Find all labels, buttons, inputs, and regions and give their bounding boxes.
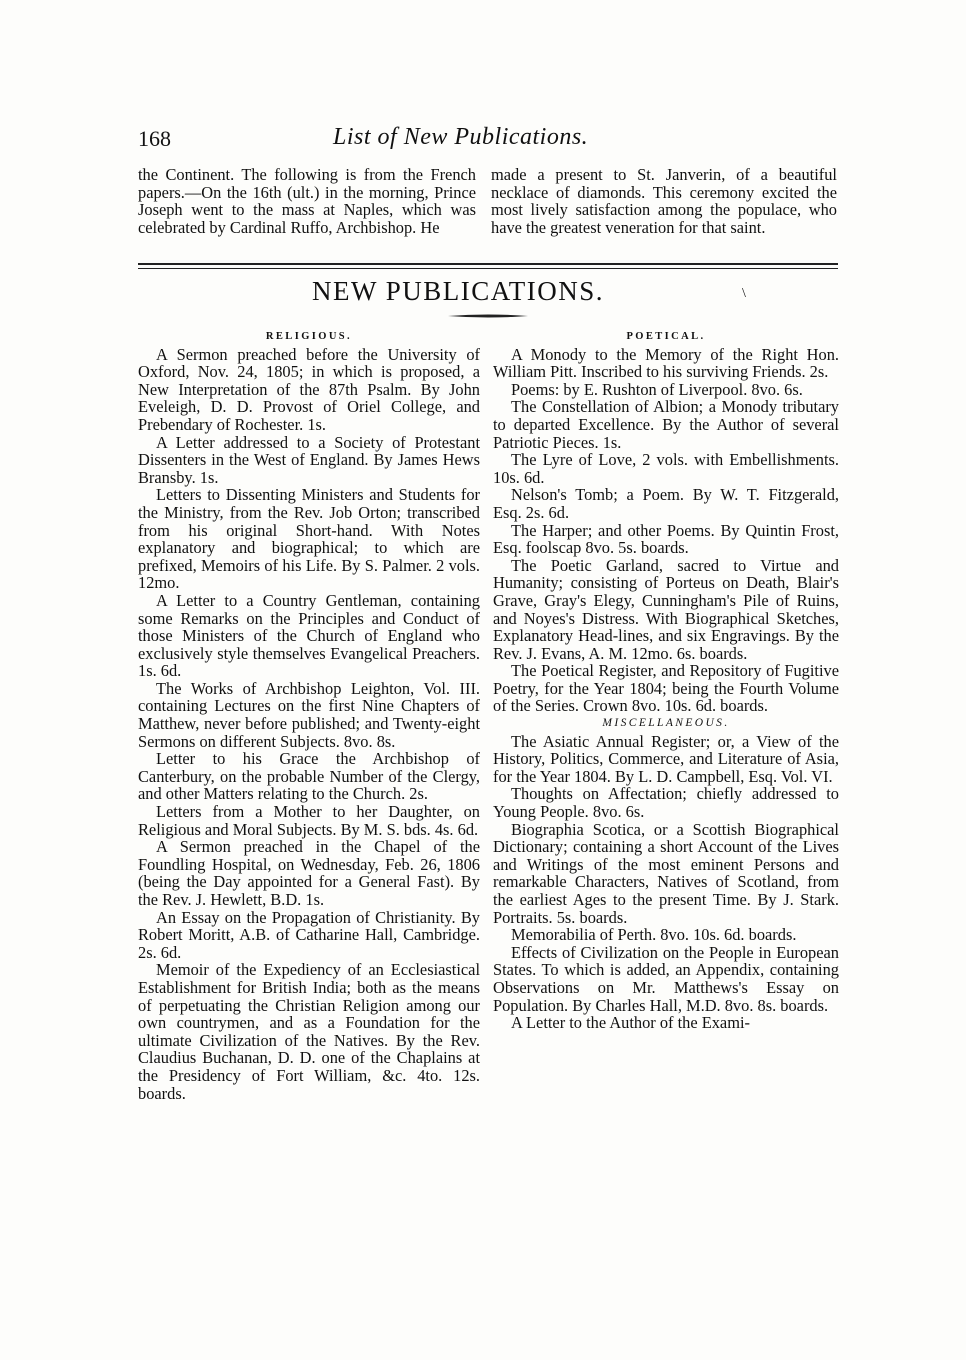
publication-entry: A Sermon preached in the Chapel of the Foundling Hospital, on Wednesday, Feb. 26, 1806 (being the Day appointed for a General Fast). By the Rev. J. Hewlett, B.D. 1s.	[138, 837, 480, 909]
publication-entry: A Monody to the Memory of the Right Hon. William Pitt. Inscribed to his surviving Friends. 2s.	[493, 344, 839, 382]
publication-entry: The Works of Archbishop Leighton, Vol. III. containing Lectures on the first Nine Chapters of Matthew, never before published; and Twenty-eight Sermons on different Subjects. 8vo. 8s.	[138, 678, 480, 751]
publication-entry: The Poetic Garland, sacred to Virtue and Humanity; consisting of Porteus on Death, Blair's Grave, Gray's Elegy, Cunningham's Pile of Ruins, and Noyes's Distress. With Biographical Sketches, Explanatory Head-lines, and six Engravings. By the Rev. J. Evans, A. M. 12mo. 6s. boards.	[493, 555, 839, 663]
publication-entry: A Letter to the Author of the Exami-	[511, 1013, 750, 1033]
publication-entry: Memorabilia of Perth. 8vo. 10s. 6d. boards.	[511, 925, 797, 945]
publication-entry: Memoir of the Expediency of an Ecclesiastical Establishment for British India; both as the means of perpetuating the Christian Religion among our own countrymen, and as a Foundation for the ultimate Civilization of the Natives. By the Rev. Claudius Buchanan, D. D. one of the Chaplains at the Presidency of Fort William, &c. 4to. 12s. boards.	[138, 960, 480, 1103]
publication-entry: The Harper; and other Poems. By Quintin Frost, Esq. foolscap 8vo. 5s. boards.	[493, 520, 839, 558]
publication-entry: An Essay on the Propagation of Christianity. By Robert Moritt, A.B. of Catharine Hall, Cambridge. 2s. 6d.	[138, 907, 480, 962]
poetical-misc-column	[493, 328, 839, 1032]
category-heading-miscellaneous: MISCELLANEOUS.	[602, 717, 730, 730]
double-rule-bottom	[138, 268, 838, 269]
continued-news-right	[491, 166, 837, 236]
publication-entry: Nelson's Tomb; a Poem. By W. T. Fitzgerald, Esq. 2s. 6d.	[493, 485, 839, 522]
publication-entry: The Asiatic Annual Register; or, a View of the History, Politics, Commerce, and Literature of Asia, for the Year 1804. By L. D. Campbell, Esq. Vol. VI.	[493, 731, 839, 786]
religious-column	[138, 328, 480, 1102]
page-header	[138, 122, 838, 162]
publication-entry: Poems: by E. Rushton of Liverpool. 8vo. 6s.	[511, 379, 803, 399]
category-heading-religious: RELIGIOUS.	[265, 331, 353, 342]
publication-entry: A Sermon preached before the University of Oxford, Nov. 24, 1805; in which is proposed, a New Interpretation of the 87th Psalm. By John Eveleigh, D. D. Provost of Oriel College, and Prebendary of Rochester. 1s.	[138, 344, 480, 434]
double-rule-top	[138, 263, 838, 265]
publication-entry: The Lyre of Love, 2 vols. with Embellishments. 10s. 6d.	[493, 450, 839, 487]
category-heading-poetical: POETICAL.	[626, 331, 706, 342]
ornament-divider	[448, 314, 528, 318]
news-text-left: the Continent. The following is from the French papers.—On the 16th (ult.) in the morning, Prince Joseph went to the mass at Naples, which was celebrated by Cardinal Ruffo, Archbishop. He	[138, 165, 476, 237]
stray-mark: \	[742, 286, 746, 301]
publication-entry: A Letter addressed to a Society of Protestant Dissenters in the West of England. By James Hews Bransby. 1s.	[138, 432, 480, 487]
publication-entry: Letters to Dissenting Ministers and Students for the Ministry, from the Rev. Job Orton; transcribed from his original Short-hand. With Notes explanatory and biographical; to which are prefixed, Memoirs of his Life. By S. Palmer. 2 vols. 12mo.	[138, 485, 480, 593]
publication-entry: A Letter to a Country Gentleman, containing some Remarks on the Principles and Conduct of those Ministers of the Church of England who exclusively style themselves Evangelical Preachers. 1s. 6d.	[138, 590, 480, 681]
continued-news-left	[138, 166, 476, 236]
section-title: NEW PUBLICATIONS.	[311, 276, 604, 306]
publication-entry: Letters from a Mother to her Daughter, on Religious and Moral Subjects. By M. S. bds. 4s. 6d.	[138, 802, 480, 839]
publication-entry: The Constellation of Albion; a Monody tributary to departed Excellence. By the Author of several Patriotic Pieces. 1s.	[493, 397, 839, 452]
publication-entry: Effects of Civilization on the People in European States. To which is added, an Appendix, containing Observations on Mr. Matthews's Essay on Population. By Charles Hall, M.D. 8vo. 8s. boards.	[493, 942, 839, 1015]
publication-entry: Thoughts on Affectation; chiefly addressed to Young People. 8vo. 6s.	[493, 784, 839, 822]
page-number: 168	[138, 126, 171, 151]
publication-entry: Letter to his Grace the Archbishop of Canterbury, on the probable Number of the Clergy, and other Matters relating to the Church. 2s.	[138, 749, 480, 804]
publication-entry: The Poetical Register, and Repository of Fugitive Poetry, for the Year 1804; being the Fourth Volume of the Series. Crown 8vo. 10s. 6d. boards.	[493, 661, 839, 716]
publication-entry: Biographia Scotica, or a Scottish Biographical Dictionary; containing a short Account of the Lives and Writings of the most eminent Persons and remarkable Characters, Natives of Scotland, from the earliest Ages to the present Time. By J. Stark. Portraits. 5s. boards.	[493, 819, 839, 927]
running-title: List of New Publications.	[333, 124, 589, 150]
news-text-right: made a present to St. Janverin, of a beautiful necklace of diamonds. This ceremony excited the most lively satisfaction among the populace, who have the greatest veneration for that saint.	[491, 165, 837, 237]
